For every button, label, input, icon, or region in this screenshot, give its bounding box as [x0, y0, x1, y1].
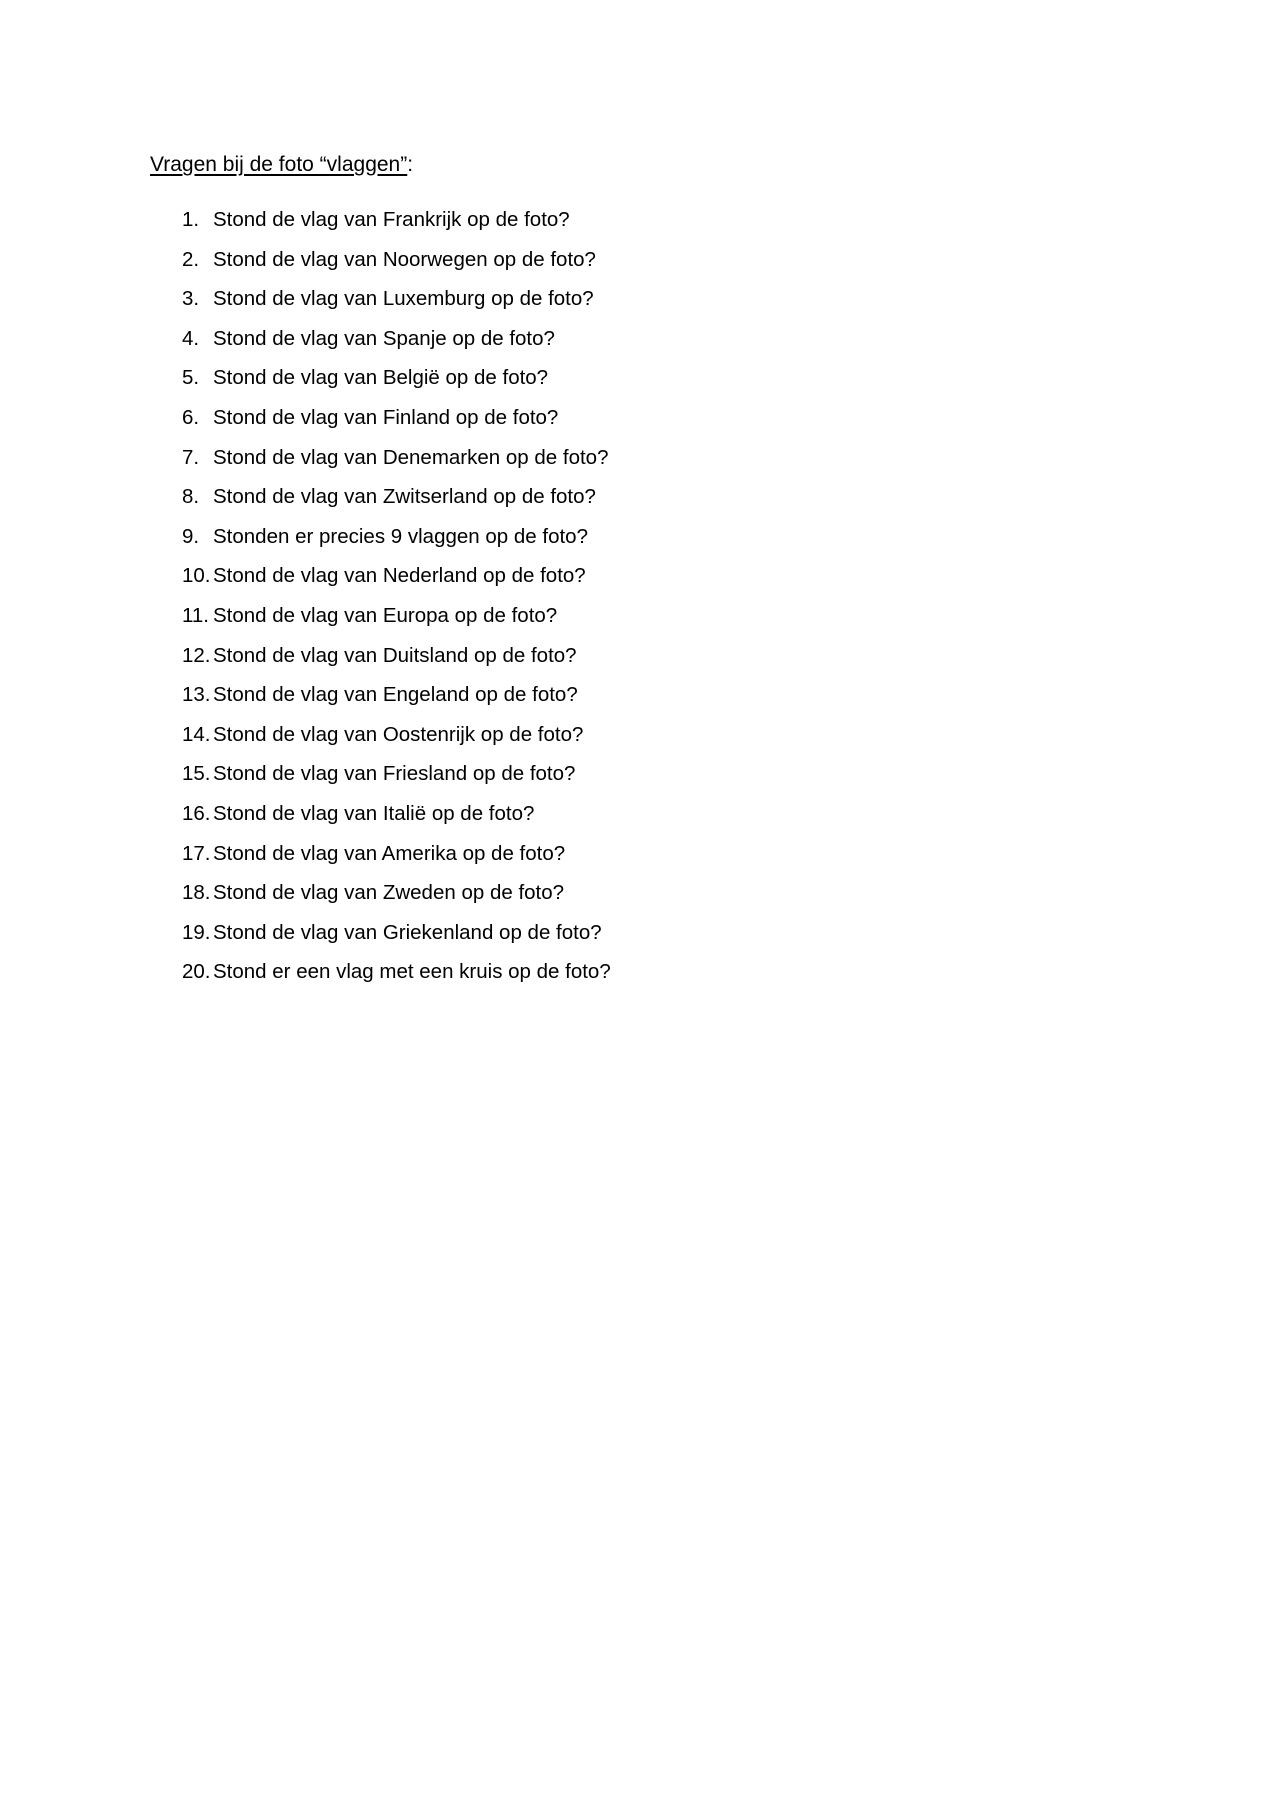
- question-number: 1.: [182, 208, 200, 231]
- question-text: Stond de vlag van Europa op de foto?: [213, 603, 558, 627]
- page-title: [150, 151, 413, 179]
- question-number: 6.: [182, 405, 200, 429]
- question-text: Stond de vlag van Griekenland op de foto?: [213, 920, 602, 944]
- question-text: Stond de vlag van Luxemburg op de foto?: [213, 287, 594, 311]
- question-number: 9.: [182, 524, 200, 548]
- question-text: Stond de vlag van Oostenrijk op de foto?: [213, 722, 584, 746]
- question-text: Stond de vlag van België op de foto?: [213, 366, 549, 390]
- question-number: 5.: [182, 366, 200, 390]
- question-number: 10.: [182, 564, 211, 588]
- title-underlined: Vragen bij de foto “vlaggen”: [150, 153, 408, 176]
- question-number: 20.: [182, 960, 211, 984]
- question-number: 13.: [182, 683, 211, 707]
- question-text: Stond er een vlag met een kruis op de foto?: [213, 960, 611, 984]
- question-number: 17.: [182, 841, 211, 865]
- question-number: 11.: [182, 603, 209, 627]
- question-number: 15.: [182, 762, 211, 786]
- question-text: Stond de vlag van Italië op de foto?: [213, 801, 535, 825]
- question-number: 7.: [182, 445, 200, 469]
- question-text: Stond de vlag van Zwitserland op de foto?: [213, 485, 596, 509]
- question-number: 4.: [182, 326, 200, 350]
- question-text: Stond de vlag van Zweden op de foto?: [213, 881, 565, 905]
- question-text: Stond de vlag van Denemarken op de foto?: [213, 445, 609, 469]
- question-text: Stond de vlag van Frankrijk op de foto?: [213, 208, 570, 231]
- question-text: Stond de vlag van Amerika op de foto?: [213, 841, 566, 865]
- question-number: 8.: [182, 485, 200, 509]
- question-text: Stond de vlag van Engeland op de foto?: [213, 683, 578, 707]
- question-text: Stond de vlag van Duitsland op de foto?: [213, 643, 577, 667]
- title-suffix: :: [407, 153, 414, 176]
- question-text: Stond de vlag van Friesland op de foto?: [213, 762, 576, 786]
- question-text: Stond de vlag van Finland op de foto?: [213, 405, 559, 429]
- question-number: 14.: [182, 722, 211, 746]
- question-text: Stonden er precies 9 vlaggen op de foto?: [213, 524, 588, 548]
- question-number: 16.: [182, 801, 211, 825]
- question-number: 3.: [182, 287, 200, 311]
- question-text: Stond de vlag van Nederland op de foto?: [213, 564, 586, 588]
- question-number: 18.: [182, 881, 211, 905]
- question-text: Stond de vlag van Noorwegen op de foto?: [213, 247, 596, 271]
- question-number: 19.: [182, 920, 211, 944]
- question-number: 2.: [182, 247, 200, 271]
- question-number: 12.: [182, 643, 211, 667]
- question-text: Stond de vlag van Spanje op de foto?: [213, 326, 555, 350]
